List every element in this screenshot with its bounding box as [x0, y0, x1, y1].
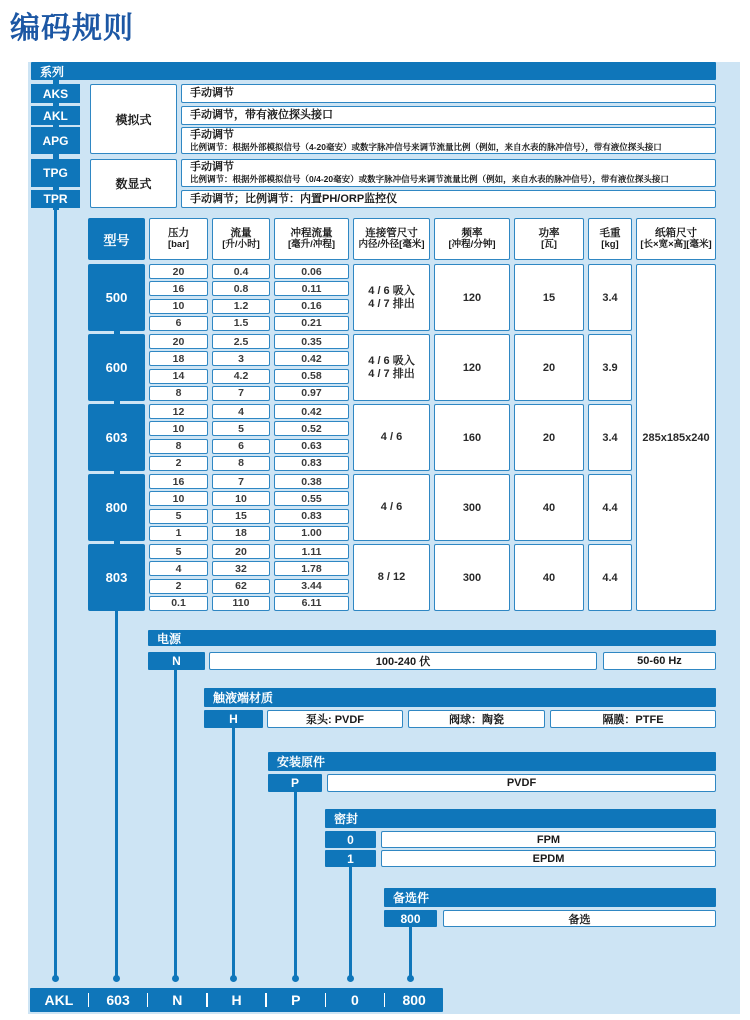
connector-line-wetted [232, 727, 235, 980]
series-desc-apg: 手动调节 比例调节：根据外部模拟信号（4-20毫安）或数字脉冲信号来调节流量比例（例如，来自水表的脉冲信号），带有液位探头接口 [181, 127, 716, 154]
connector-dot [172, 975, 179, 982]
pressure-value: 18 [149, 351, 208, 366]
flow-value: 6 [212, 439, 270, 454]
weight-cell: 3.9 [588, 334, 632, 401]
flow-value: 7 [212, 474, 270, 489]
model-cell: 500 [88, 264, 145, 331]
pressure-value: 16 [149, 474, 208, 489]
pipe-cell: 4 / 6 吸入 4 / 7 排出 [353, 334, 430, 401]
pressure-value: 5 [149, 509, 208, 524]
flow-value: 110 [212, 596, 270, 611]
stroke-value: 0.38 [274, 474, 349, 489]
table-group-803 [88, 544, 716, 611]
flow-value: 3 [212, 351, 270, 366]
pipe-cell: 4 / 6 [353, 404, 430, 471]
stroke-value: 1.11 [274, 544, 349, 559]
pressure-value: 4 [149, 561, 208, 576]
pressure-value: 1 [149, 526, 208, 541]
flow-value: 4 [212, 404, 270, 419]
flow-value: 7 [212, 386, 270, 401]
wetted-pump-head: 泵头: PVDF [267, 710, 403, 728]
table-group-600 [88, 334, 716, 401]
pressure-value: 12 [149, 404, 208, 419]
weight-cell: 4.4 [588, 474, 632, 541]
page-title: 编码规则 [10, 12, 134, 45]
options-value: 备选 [443, 910, 716, 927]
frequency-cell: 120 [434, 334, 510, 401]
pressure-column [149, 544, 208, 611]
table-group-603 [88, 404, 716, 471]
stroke-value: 0.83 [274, 456, 349, 471]
pressure-column [149, 334, 208, 401]
series-code-tpg: TPG [31, 159, 80, 187]
code-segment-series: AKL [44, 992, 74, 1008]
pressure-value: 0.1 [149, 596, 208, 611]
stroke-column [274, 404, 349, 471]
stroke-value: 0.63 [274, 439, 349, 454]
table-group-500 [88, 264, 716, 331]
series-desc-akl: 手动调节，带有液位探头接口 [181, 106, 716, 125]
series-desc-tpg: 手动调节 比例调节：根据外部模拟信号（0/4-20毫安）或数字脉冲信号来调节流量比例（例如，来自水表的脉冲信号），带有液位探头接口 [181, 159, 716, 187]
power-header: 电源 [148, 630, 716, 646]
power-cell: 20 [514, 334, 584, 401]
flow-column [212, 474, 270, 541]
pressure-value: 2 [149, 579, 208, 594]
header-model: 型号 [88, 218, 145, 260]
model-cell: 800 [88, 474, 145, 541]
header-frequency: 频率 [冲程/分钟] [434, 218, 510, 260]
stroke-value: 0.35 [274, 334, 349, 349]
series-header: 系列 [31, 62, 716, 80]
flow-value: 10 [212, 491, 270, 506]
weight-cell: 3.4 [588, 404, 632, 471]
flow-value: 15 [212, 509, 270, 524]
flow-value: 62 [212, 579, 270, 594]
stroke-value: 3.44 [274, 579, 349, 594]
series-code-aks: AKS [31, 84, 80, 103]
pressure-value: 10 [149, 421, 208, 436]
pressure-value: 16 [149, 281, 208, 296]
flow-value: 4.2 [212, 369, 270, 384]
model-cell: 603 [88, 404, 145, 471]
flow-column [212, 334, 270, 401]
options-code: 800 [384, 910, 437, 927]
series-code-tpr: TPR [31, 190, 80, 208]
connector-dot [52, 975, 59, 982]
model-cell: 803 [88, 544, 145, 611]
pressure-value: 20 [149, 334, 208, 349]
table-group-800 [88, 474, 716, 541]
frequency-cell: 300 [434, 544, 510, 611]
seal-code-1: 1 [325, 850, 376, 867]
stroke-column [274, 474, 349, 541]
pipe-cell: 4 / 6 吸入 4 / 7 排出 [353, 264, 430, 331]
flow-value: 1.2 [212, 299, 270, 314]
box-size-cell: 285x185x240 [636, 264, 716, 611]
stroke-value: 0.52 [274, 421, 349, 436]
code-segment-model: 603 [106, 992, 130, 1008]
mount-value: PVDF [327, 774, 716, 792]
pressure-value: 8 [149, 439, 208, 454]
flow-value: 0.4 [212, 264, 270, 279]
flow-value: 18 [212, 526, 270, 541]
series-code-akl: AKL [31, 106, 80, 125]
power-frequency: 50-60 Hz [603, 652, 716, 670]
seal-code-0: 0 [325, 831, 376, 848]
stroke-value: 0.06 [274, 264, 349, 279]
pressure-value: 6 [149, 316, 208, 331]
frequency-cell: 160 [434, 404, 510, 471]
power-voltage: 100-240 伏 [209, 652, 597, 670]
seal-value-fpm: FPM [381, 831, 716, 848]
stroke-value: 0.42 [274, 351, 349, 366]
flow-value: 5 [212, 421, 270, 436]
mount-header: 安装原件 [268, 752, 716, 771]
connector-line-seal [349, 865, 352, 980]
digital-type-cell: 数显式 [90, 159, 177, 208]
series-code-apg: APG [31, 127, 80, 154]
pressure-value: 8 [149, 386, 208, 401]
final-code-bar [30, 988, 443, 1012]
series-desc-aks: 手动调节 [181, 84, 716, 103]
frequency-cell: 120 [434, 264, 510, 331]
pipe-cell: 8 / 12 [353, 544, 430, 611]
connector-dot [230, 975, 237, 982]
connector-line-model-down [115, 611, 118, 980]
weight-cell: 3.4 [588, 264, 632, 331]
flow-value: 1.5 [212, 316, 270, 331]
connector-line-series-down [54, 210, 57, 980]
header-flow: 流量 [升/小时] [212, 218, 270, 260]
seal-value-epdm: EPDM [381, 850, 716, 867]
header-weight: 毛重 [kg] [588, 218, 632, 260]
flow-column [212, 404, 270, 471]
pressure-column [149, 404, 208, 471]
stroke-value: 0.21 [274, 316, 349, 331]
stroke-value: 6.11 [274, 596, 349, 611]
header-power: 功率 [瓦] [514, 218, 584, 260]
pressure-value: 10 [149, 491, 208, 506]
connector-dot [113, 975, 120, 982]
power-code: N [148, 652, 205, 670]
pressure-column [149, 474, 208, 541]
table-header-row [88, 218, 716, 260]
mount-code: P [268, 774, 322, 792]
stroke-value: 0.55 [274, 491, 349, 506]
stroke-value: 0.97 [274, 386, 349, 401]
wetted-diaphragm: 隔膜：PTFE [550, 710, 716, 728]
power-cell: 20 [514, 404, 584, 471]
pressure-value: 2 [149, 456, 208, 471]
pressure-value: 10 [149, 299, 208, 314]
pressure-value: 5 [149, 544, 208, 559]
power-cell: 40 [514, 474, 584, 541]
frequency-cell: 300 [434, 474, 510, 541]
connector-line-options [409, 926, 412, 980]
connector-line-power [174, 669, 177, 980]
power-cell: 40 [514, 544, 584, 611]
code-segment-options: 800 [402, 992, 426, 1008]
stroke-value: 0.42 [274, 404, 349, 419]
flow-value: 0.8 [212, 281, 270, 296]
header-box-size: 纸箱尺寸 [长×宽×高][毫米] [636, 218, 716, 260]
pressure-value: 14 [149, 369, 208, 384]
stroke-value: 1.78 [274, 561, 349, 576]
code-segment-mount: P [291, 992, 301, 1008]
stroke-value: 1.00 [274, 526, 349, 541]
analog-type-cell: 模拟式 [90, 84, 177, 154]
model-cell: 600 [88, 334, 145, 401]
flow-column [212, 544, 270, 611]
power-cell: 15 [514, 264, 584, 331]
stroke-value: 0.58 [274, 369, 349, 384]
flow-value: 2.5 [212, 334, 270, 349]
flow-value: 20 [212, 544, 270, 559]
wetted-header: 触液端材质 [204, 688, 716, 707]
code-segment-seal: 0 [351, 992, 359, 1008]
flow-column [212, 264, 270, 331]
stroke-column [274, 334, 349, 401]
stroke-value: 0.16 [274, 299, 349, 314]
weight-cell: 4.4 [588, 544, 632, 611]
series-desc-tpr: 手动调节；比例调节：内置PH/ORP监控仪 [181, 190, 716, 208]
header-pipe: 连接管尺寸 内径/外径[毫米] [353, 218, 430, 260]
header-stroke: 冲程流量 [毫升/冲程] [274, 218, 349, 260]
connector-dot [407, 975, 414, 982]
wetted-valve-ball: 阀球：陶瓷 [408, 710, 545, 728]
stroke-value: 0.83 [274, 509, 349, 524]
code-segment-power: N [172, 992, 183, 1008]
flow-value: 32 [212, 561, 270, 576]
connector-dot [292, 975, 299, 982]
connector-line-mount [294, 791, 297, 980]
seal-header: 密封 [325, 809, 716, 828]
options-header: 备选件 [384, 888, 716, 907]
pipe-cell: 4 / 6 [353, 474, 430, 541]
flow-value: 8 [212, 456, 270, 471]
stroke-column [274, 544, 349, 611]
stroke-column [274, 264, 349, 331]
stroke-value: 0.11 [274, 281, 349, 296]
code-segment-wetted: H [231, 992, 242, 1008]
wetted-code: H [204, 710, 263, 728]
connector-dot [347, 975, 354, 982]
pressure-column [149, 264, 208, 331]
pressure-value: 20 [149, 264, 208, 279]
header-pressure: 压力 [bar] [149, 218, 208, 260]
